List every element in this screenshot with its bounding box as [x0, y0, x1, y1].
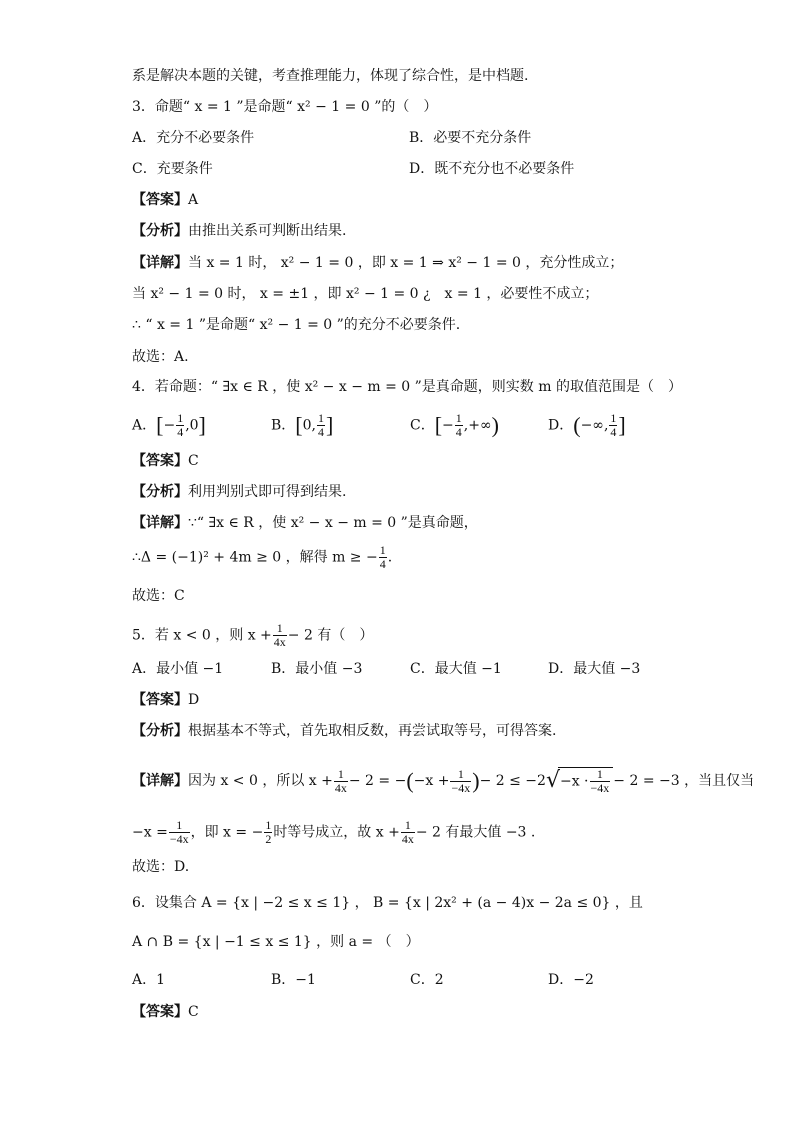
square-root	[558, 767, 613, 795]
answer-tag: 【答案】	[132, 692, 188, 708]
q5-option-a: A．最小值 −1	[132, 661, 224, 677]
fraction: $\frac{1}{-4x}$	[169, 818, 189, 846]
fraction: $\frac{1}{-4x}$	[451, 766, 471, 795]
text-line: 系是解决本题的关键，考查推理能力，体现了综合性，是中档题.	[132, 68, 529, 84]
detail-text: − 2 = −	[348, 773, 407, 789]
q5-detail-line-2	[132, 819, 535, 846]
analysis-text: 根据基本不等式，首先取相反数，再尝试取等号，可得答案.	[188, 723, 557, 739]
option-label: D．	[548, 417, 574, 434]
option-text: 0,	[302, 417, 316, 434]
q6-answer	[132, 1002, 199, 1022]
detail-tag: 【详解】	[132, 255, 188, 271]
q3-detail	[132, 253, 623, 273]
q3-answer	[132, 190, 198, 210]
q5-selection: 故选：D.	[132, 859, 190, 875]
fraction: $\frac{1}{4}$	[379, 543, 386, 571]
answer-tag: 【答案】	[132, 192, 188, 208]
detail-text: −x +	[413, 773, 450, 789]
question-5	[132, 622, 373, 649]
fraction: $\frac{1}{4x}$	[401, 818, 414, 846]
fraction: $\frac{1}{4}$	[455, 411, 462, 439]
fraction: $\frac{1}{-4x}$	[590, 767, 610, 795]
answer-value: A	[188, 192, 199, 208]
fraction: $\frac{1}{4}$	[177, 411, 184, 439]
fraction: $\frac{1}{2}$	[265, 818, 272, 846]
analysis-tag: 【分析】	[132, 223, 188, 239]
question-text: − 2 有（ ）	[287, 627, 374, 644]
q4-answer	[132, 451, 199, 471]
q5-option-c: C．最大值 −1	[410, 661, 502, 677]
detail-text: − 2 有最大值 −3 .	[415, 824, 536, 841]
q3-detail-line-2: 当 x² − 1 = 0 时， x = ±1 ，即 x² − 1 = 0 ¿ x = 1 ，必要性不成立；	[132, 286, 599, 302]
q5-option-b: B．最小值 −3	[271, 661, 363, 677]
option-text: ,0	[185, 417, 199, 434]
answer-value: C	[188, 1004, 199, 1020]
question-text: 5．若 x < 0 ，则 x +	[132, 627, 272, 644]
q4-option-d: D．(−∞, $\frac{1}{4}$ ]	[548, 411, 626, 439]
fraction: $\frac{1}{4x}$	[273, 621, 286, 649]
fraction: $\frac{1}{4x}$	[334, 766, 347, 795]
option-label: C．	[410, 417, 435, 434]
q5-detail: 【详解】因为 x < 0 ，所以 x + $\frac{1}{4x}$ − 2 = −(−x + $\frac{1}{-4x}$ )− 2 ≤ −2√−x · $\frac{1}{-4x}$ − 2 = −3 ，当且仅当	[132, 766, 755, 795]
q4-option-b: B．[0, $\frac{1}{4}$ ]	[271, 411, 334, 439]
detail-text: 因为 x < 0 ，所以 x +	[188, 773, 333, 789]
q6-option-c: C．2	[410, 972, 444, 988]
question-6-line-1: 6．设集合 A = {x | −2 ≤ x ≤ 1} ， B = {x | 2x² + (a − 4)x − 2a ≤ 0} ，且	[132, 895, 643, 911]
q4-analysis	[132, 482, 346, 502]
detail-text: 当 x = 1 时， x² − 1 = 0 ，即 x = 1 ⇒ x² − 1 = 0 ，充分性成立；	[188, 255, 624, 271]
option-text: −∞,	[580, 417, 609, 434]
analysis-tag: 【分析】	[132, 723, 188, 739]
q3-analysis	[132, 221, 346, 241]
q6-option-b: B．−1	[271, 972, 316, 988]
detail-tag: 【详解】	[132, 773, 188, 789]
q3-detail-line-3: ∴ “ x = 1 ”是命题“ x² − 1 = 0 ”的充分不必要条件.	[132, 317, 461, 333]
q3-selection: 故选：A.	[132, 349, 189, 365]
answer-tag: 【答案】	[132, 1004, 188, 1020]
q4-selection: 故选：C	[132, 588, 185, 604]
q5-option-d: D．最大值 −3	[548, 661, 641, 677]
detail-text: 时等号成立，故 x +	[273, 824, 400, 841]
question-3: 3．命题“ x = 1 ”是命题“ x² − 1 = 0 ”的（ ）	[132, 99, 438, 115]
analysis-text: 由推出关系可判断出结果.	[188, 223, 347, 239]
option-label: A．	[132, 417, 157, 434]
question-6-line-2: A ∩ B = {x | −1 ≤ x ≤ 1} ，则 a = （ ）	[132, 934, 420, 950]
answer-value: C	[188, 453, 199, 469]
q5-analysis	[132, 721, 556, 741]
detail-tag: 【详解】	[132, 515, 188, 531]
question-4: 4．若命题：“ ∃x ∈ R ，使 x² − x − m = 0 ”是真命题，则实数 m 的取值范围是（ ）	[132, 379, 682, 395]
q3-option-a: A．充分不必要条件	[132, 130, 255, 146]
q3-option-b: B．必要不充分条件	[409, 130, 532, 146]
option-text: −	[163, 417, 176, 434]
analysis-tag: 【分析】	[132, 484, 188, 500]
q5-answer	[132, 690, 199, 710]
q3-option-c: C．充要条件	[132, 161, 213, 177]
q6-option-d: D．−2	[548, 972, 594, 988]
answer-value: D	[188, 692, 200, 708]
detail-text: − 2 = −3 ，当且仅当	[613, 773, 755, 789]
q4-detail-line-2: ∴Δ = (−1)² + 4m ≥ 0 ，解得 m ≥ − $\frac{1}{4}$ .	[132, 543, 393, 571]
answer-tag: 【答案】	[132, 453, 188, 469]
option-text: ,+∞	[463, 417, 492, 434]
q4-detail	[132, 513, 478, 533]
detail-text: − 2 ≤ −2	[479, 773, 546, 789]
detail-text: −x =	[132, 824, 168, 841]
option-text: −	[442, 417, 454, 434]
q4-option-c: C．[− $\frac{1}{4}$ ,+∞)	[410, 411, 499, 439]
fraction: $\frac{1}{4}$	[317, 411, 324, 439]
detail-text: ∵“ ∃x ∈ R ，使 x² − x − m = 0 ”是真命题，	[188, 515, 478, 531]
detail-text: ，即 x = −	[190, 824, 264, 841]
fraction: $\frac{1}{4}$	[610, 411, 617, 439]
q3-option-d: D．既不充分也不必要条件	[409, 161, 575, 177]
option-label: B．	[271, 417, 296, 434]
q6-option-a: A．1	[132, 972, 166, 988]
detail-text: ∴Δ = (−1)² + 4m ≥ 0 ，解得 m ≥ −	[132, 549, 378, 566]
analysis-text: 利用判别式即可得到结果.	[188, 484, 347, 500]
detail-text: −x ·	[559, 773, 589, 790]
q4-option-a: A．[− $\frac{1}{4}$ ,0]	[132, 411, 206, 439]
